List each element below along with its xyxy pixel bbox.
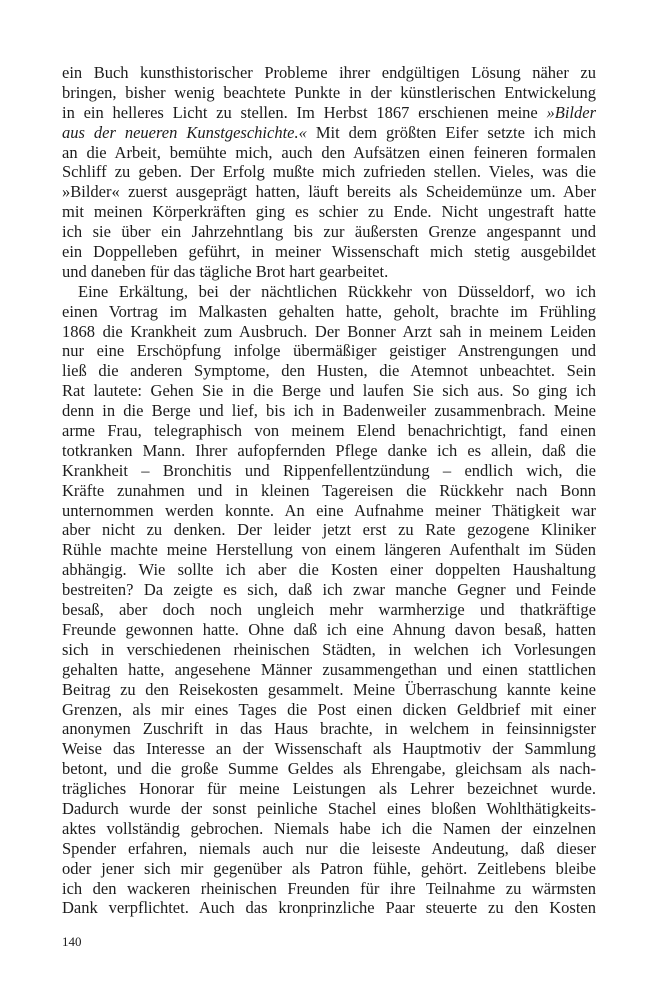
text-line: betont, und die große Summe Geldes als Ehrengabe, gleichsam als nach- <box>62 759 596 779</box>
text-line: denn in die Berge und lief, bis ich in Badenweiler zusammenbrach. Meine <box>62 401 596 421</box>
text-line: Schliff zu geben. Der Erfolg mußte mich zufrieden stellen. Vieles, was die <box>62 162 596 182</box>
text-line: und daneben für das tägliche Brot hart gearbeitet. <box>62 261 389 281</box>
text-line: einen Vortrag im Malkasten gehalten hatte, geholt, brachte im Frühling <box>62 301 596 321</box>
text-segment: Mit dem größten Eifer setzte ich mich <box>306 122 596 142</box>
text-line: sich in verschiedenen rheinischen Städten, in welchen ich Vorlesungen <box>62 639 596 659</box>
text-line: »Bilder« zuerst ausgeprägt hatten, läuft bereits als Scheidemünze um. Aber <box>62 182 596 202</box>
text-line: ein Buch kunsthistorischer Probleme ihrer endgültigen Lösung näher zu <box>62 63 596 82</box>
text-line: Spender erfahren, niemals auch nur die leiseste Andeutung, daß dieser <box>62 838 596 858</box>
text-line: ließ die anderen Symptome, den Husten, die Atemnot unbeachtet. Sein <box>62 361 596 381</box>
page-number: 140 <box>62 934 82 949</box>
text-line: Rat lautete: Gehen Sie in die Berge und laufen Sie sich aus. So ging ich <box>62 381 596 401</box>
text-line: oder jener sich mir gegenüber als Patron fühle, gehört. Zeitlebens bleibe <box>62 858 596 878</box>
text-line: 1868 die Krankheit zum Ausbruch. Der Bonner Arzt sah in meinem Leiden <box>62 321 596 341</box>
text-line: aber nicht zu denken. Der leider jetzt erst zu Rate gezogene Kliniker <box>62 520 596 540</box>
text-line: Dadurch wurde der sonst peinliche Stachel eines bloßen Wohlthätigkeits- <box>62 798 596 818</box>
text-line: nur eine Erschöpfung infolge übermäßiger geistiger Anstrengungen und <box>62 341 596 361</box>
text-line: ich den wackeren rheinischen Freunden für ihre Teilnahme zu wärmsten <box>62 878 596 898</box>
text-line: totkranken Mann. Ihrer aufopfernden Pflege danke ich es allein, daß die <box>62 440 596 460</box>
text-line: ein Doppelleben geführt, in meiner Wissenschaft mich stetig ausgebildet <box>62 242 596 262</box>
text-line: unternommen werden konnte. An eine Aufnahme meiner Thätigkeit war <box>62 500 596 520</box>
text-line <box>62 123 596 143</box>
text-line: Eine Erkältung, bei der nächtlichen Rückkehr von Düsseldorf, wo ich <box>78 281 596 301</box>
text-line: trägliches Honorar für meine Leistungen als Lehrer bezeichnet wurde. <box>62 779 596 799</box>
text-line: arme Frau, telegraphisch von meinem Elend benachrichtigt, fand einen <box>62 421 596 441</box>
text-line: gehalten hatte, angesehene Männer zusammengethan und einen stattlichen <box>62 659 596 679</box>
text-line <box>62 103 596 123</box>
text-line: ich sie über ein Jahrzehntlang bis zur äußersten Grenze angespannt und <box>62 222 596 242</box>
emphasis-text: »Bilder <box>546 102 596 122</box>
body-text <box>62 63 596 918</box>
text-line: Freunde gewonnen hatte. Ohne daß ich eine Ahnung davon besaß, hatten <box>62 619 596 639</box>
text-line: Weise das Interesse an der Wissenschaft als Hauptmotiv der Sammlung <box>62 739 596 759</box>
text-line: mit meinen Körperkräften ging es schier zu Ende. Nicht ungestraft hatte <box>62 202 596 222</box>
paragraph <box>62 63 596 282</box>
text-segment: in ein helleres Licht zu stellen. Im Herbst 1867 erschienen meine <box>62 102 547 122</box>
text-line: abhängig. Wie sollte ich aber die Kosten einer doppelten Haushaltung <box>62 560 596 580</box>
text-line: Kräfte zunahmen und in kleinen Tagereisen die Rückkehr nach Bonn <box>62 480 596 500</box>
paragraph <box>62 282 596 919</box>
text-line: anonymen Zuschrift in das Haus brachte, in welchem in feinsinnigster <box>62 719 596 739</box>
text-line: Rühle machte meine Herstellung von einem längeren Aufenthalt im Süden <box>62 540 596 560</box>
emphasis-text: aus der neueren Kunstgeschichte.« <box>62 122 307 142</box>
text-line: aktes vollständig gebrochen. Niemals habe ich die Namen der einzelnen <box>62 818 596 838</box>
text-line: Grenzen, als mir eines Tages die Post einen dicken Geldbrief mit einer <box>62 699 596 719</box>
text-line: besaß, aber doch noch ungleich mehr warmherzige und thatkräftige <box>62 600 596 620</box>
text-line: bestreiten? Da zeigte es sich, daß ich zwar manche Gegner und Feinde <box>62 580 596 600</box>
text-line: Beitrag zu den Reisekosten gesammelt. Meine Überraschung kannte keine <box>62 679 596 699</box>
text-line: Krankheit – Bronchitis und Rippenfellentzündung – endlich wich, die <box>62 460 596 480</box>
text-line: Dank verpflichtet. Auch das kronprinzliche Paar steuerte zu den Kosten <box>62 898 596 918</box>
text-line: bringen, bisher wenig beachtete Punkte in der künstlerischen Entwickelung <box>62 82 596 102</box>
text-line: an die Arbeit, bemühte mich, auch den Aufsätzen einen feineren formalen <box>62 142 596 162</box>
